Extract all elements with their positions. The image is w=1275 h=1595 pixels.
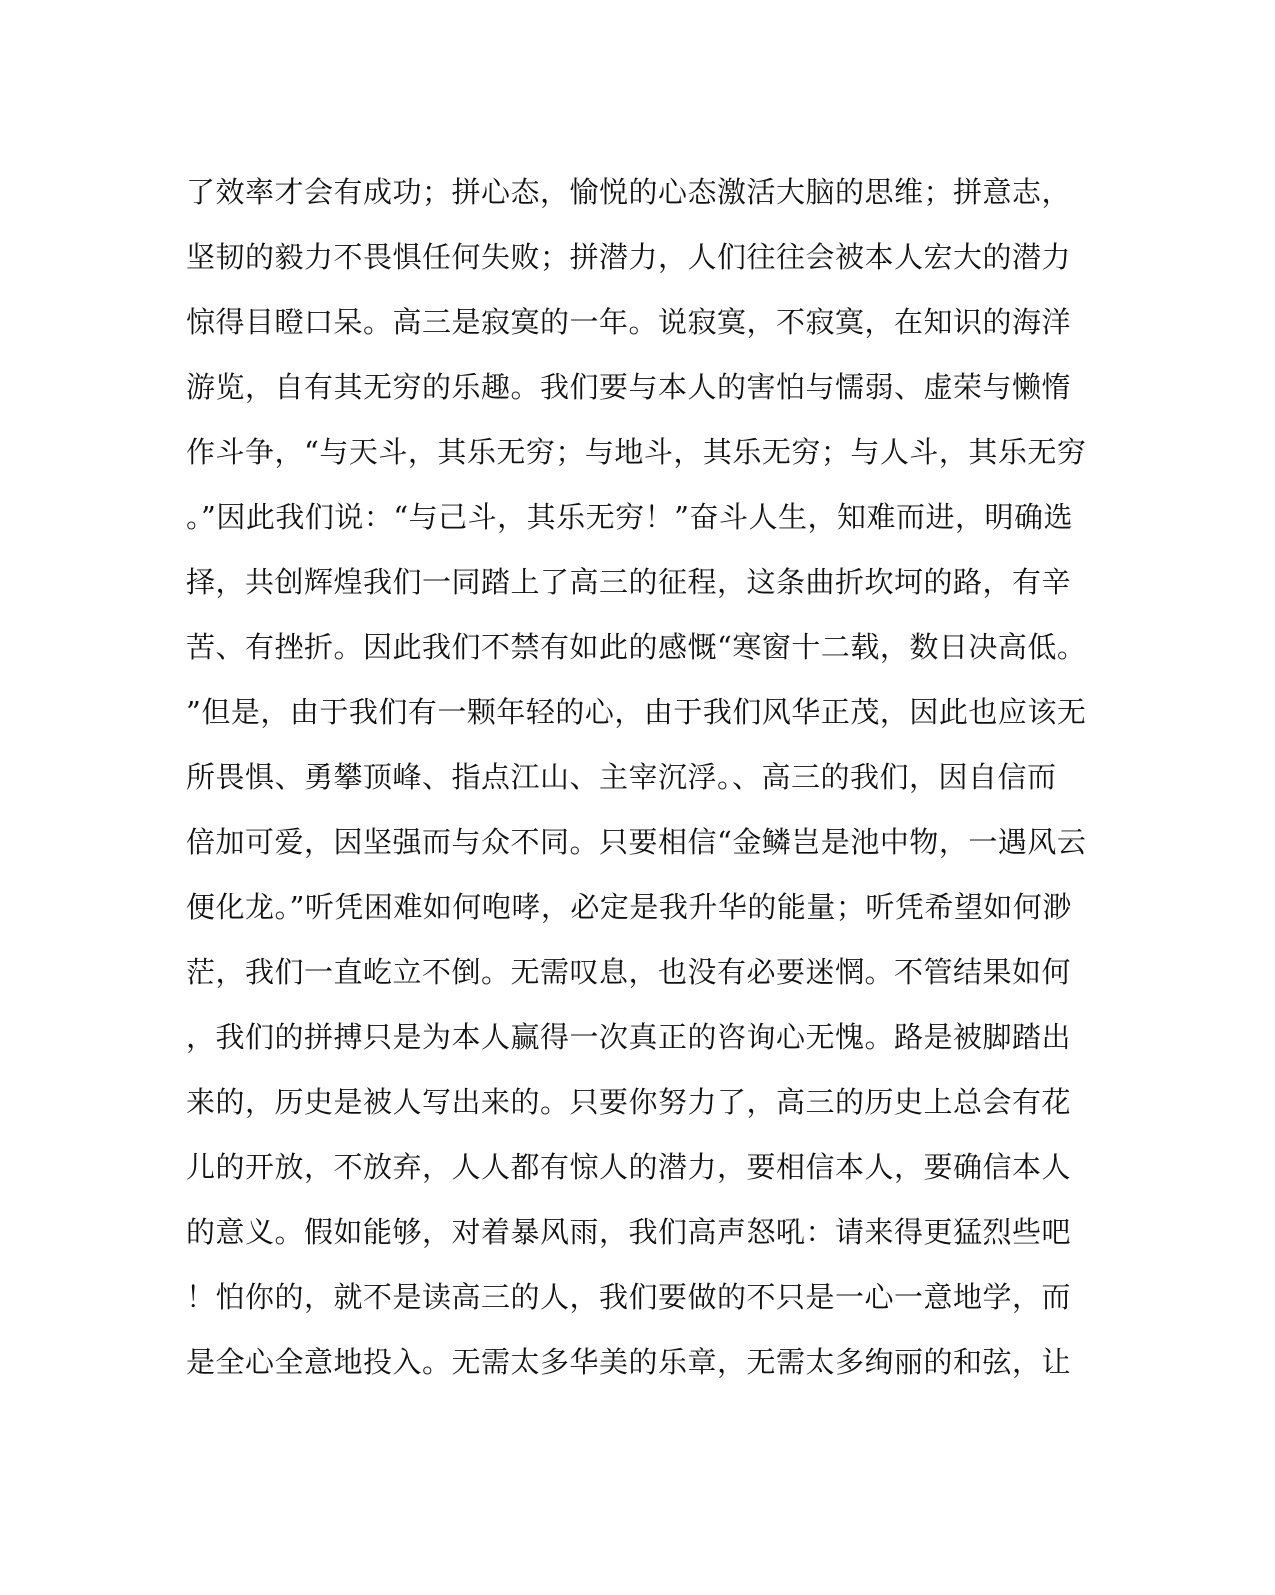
text-line: 择，共创辉煌我们一同踏上了高三的征程，这条曲折坎坷的路，有辛 — [186, 565, 1072, 599]
text-line: 惊得目瞪口呆。高三是寂寞的一年。说寂寞，不寂寞，在知识的海洋 — [186, 305, 1072, 339]
text-line: 儿的开放，不放弃，人人都有惊人的潜力，要相信本人，要确信本人 — [186, 1150, 1072, 1184]
text-line: 茫，我们一直屹立不倒。无需叹息，也没有必要迷惘。不管结果如何 — [186, 955, 1072, 989]
text-line: 的意义。假如能够，对着暴风雨，我们高声怒吼：请来得更猛烈些吧 — [186, 1215, 1072, 1249]
text-line: 游览，自有其无穷的乐趣。我们要与本人的害怕与懦弱、虚荣与懒惰 — [186, 370, 1072, 404]
text-line: 来的，历史是被人写出来的。只要你努力了，高三的历史上总会有花 — [186, 1085, 1072, 1119]
text-line: 是全心全意地投入。无需太多华美的乐章，无需太多绚丽的和弦，让 — [186, 1345, 1072, 1379]
text-line: 苦、有挫折。因此我们不禁有如此的感慨“寒窗十二载，数日决高低。 — [186, 630, 1087, 664]
text-line: 。”因此我们说：“与己斗，其乐无穷！”奋斗人生，知难而进，明确选 — [186, 500, 1073, 534]
text-line: 坚韧的毅力不畏惧任何失败；拼潜力，人们往往会被本人宏大的潜力 — [186, 240, 1072, 274]
text-line: ”但是，由于我们有一颗年轻的心，由于我们风华正茂，因此也应该无 — [186, 695, 1087, 729]
text-line: 所畏惧、勇攀顶峰、指点江山、主宰沉浮。、高三的我们，因自信而 — [186, 760, 1057, 794]
text-line: 作斗争，“与天斗，其乐无穷；与地斗，其乐无穷；与人斗，其乐无穷 — [186, 435, 1087, 469]
text-line: 便化龙。”听凭困难如何咆哮，必定是我升华的能量；听凭希望如何渺 — [186, 890, 1072, 924]
text-line: ！怕你的，就不是读高三的人，我们要做的不只是一心一意地学，而 — [186, 1280, 1072, 1314]
text-line: ，我们的拼搏只是为本人赢得一次真正的咨询心无愧。路是被脚踏出 — [186, 1020, 1072, 1054]
text-line: 了效率才会有成功；拼心态，愉悦的心态激活大脑的思维；拼意志， — [186, 175, 1072, 209]
text-line: 倍加可爱，因坚强而与众不同。只要相信“金鳞岂是池中物，一遇风云 — [186, 825, 1087, 859]
body-text — [186, 160, 1086, 1395]
